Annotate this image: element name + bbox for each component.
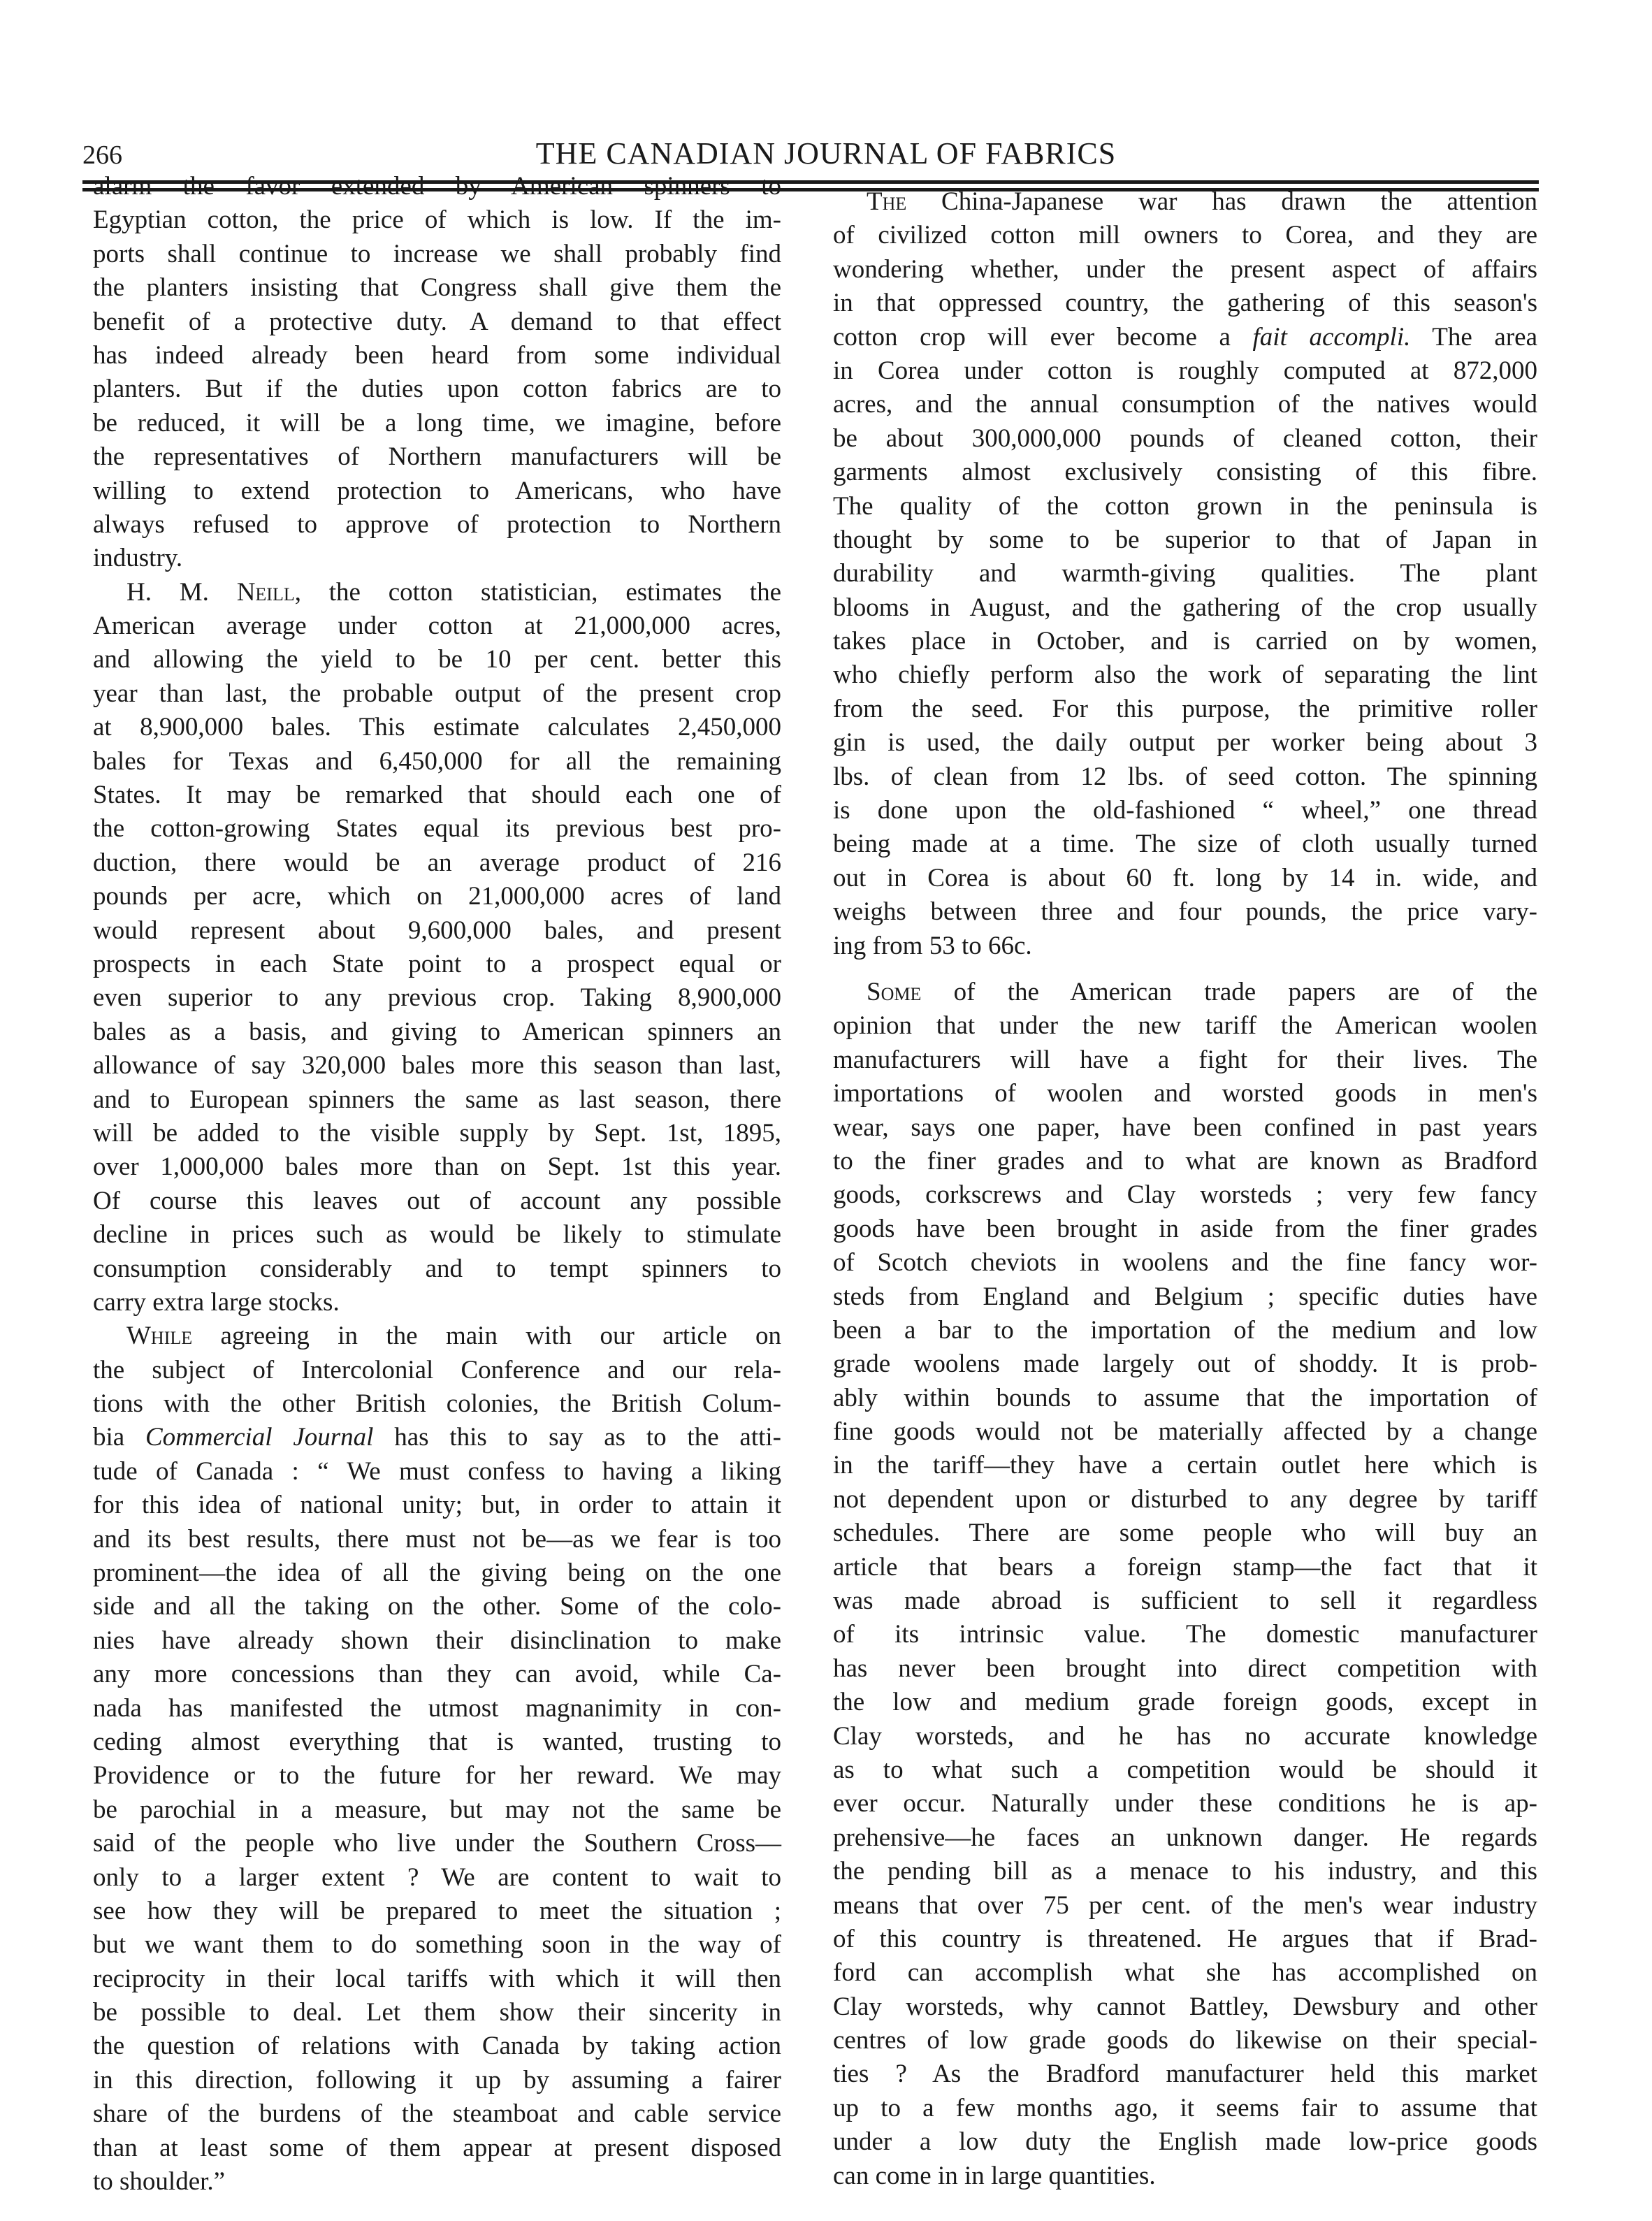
text-line — [833, 557, 1537, 591]
text-line — [93, 1354, 781, 1387]
line-text: wear, says one paper, have been confined in past years — [833, 1113, 1537, 1142]
line-text: and to European spinners the same as last season, there — [93, 1085, 781, 1114]
text-line — [833, 2125, 1537, 2159]
line-text: than at least some of them appear at present disposed — [93, 2133, 781, 2162]
line-text: being made at a time. The size of cloth usually turned — [833, 830, 1537, 859]
line-text: cotton crop will ever become a — [833, 322, 1253, 352]
line-text: Providence or to the future for her reward. We may — [93, 1761, 781, 1790]
line-text: at 8,900,000 bales. This estimate calculates 2,450,000 — [93, 713, 781, 742]
line-text: share of the burdens of the steamboat and cable service — [93, 2099, 781, 2129]
text-line — [833, 591, 1537, 625]
text-line — [833, 862, 1537, 895]
text-line — [93, 2030, 781, 2063]
line-text: Of course this leaves out of account any possible — [93, 1186, 781, 1215]
text-line — [833, 1145, 1537, 1178]
text-line — [93, 238, 781, 271]
text-line — [833, 2092, 1537, 2125]
line-text: wondering whether, under the present aspect of affairs — [833, 254, 1537, 284]
line-text: in Corea under cotton is roughly computed at 872,000 — [833, 356, 1537, 385]
line-text: carry extra large stocks. — [93, 1287, 340, 1317]
line-text: will be added to the visible supply by Sept. 1st, 1895, — [93, 1118, 781, 1148]
text-line — [833, 287, 1537, 320]
line-text: even superior to any previous crop. Taking 8,900,000 — [93, 983, 781, 1013]
text-line — [93, 711, 781, 744]
line-text: Egyptian cotton, the price of which is low. If the im- — [93, 205, 781, 235]
line-text: ports shall continue to increase we shall probably find — [93, 239, 781, 268]
line-text: tions with the other British colonies, the British Colum- — [93, 1389, 781, 1419]
line-text: article that bears a foreign stamp—the fact that it — [833, 1552, 1537, 1582]
line-text: ties ? As the Bradford manufacturer held this market — [833, 2060, 1537, 2089]
text-line — [93, 305, 781, 339]
text-line — [93, 948, 781, 981]
line-text: is done upon the old-fashioned “ wheel,” one thread — [833, 796, 1537, 825]
text-line — [833, 253, 1537, 287]
text-line — [93, 745, 781, 779]
italic-text: Commercial Journal — [145, 1423, 374, 1452]
text-line — [93, 677, 781, 711]
text-line — [93, 880, 781, 913]
text-line — [833, 1551, 1537, 1584]
text-line — [93, 812, 781, 846]
text-line — [93, 2064, 781, 2097]
text-line — [833, 388, 1537, 421]
text-line — [833, 1584, 1537, 1618]
line-text: been a bar to the importation of the medium and low — [833, 1315, 1537, 1345]
line-text: the planters insisting that Congress shall give them the — [93, 273, 781, 303]
text-line — [93, 407, 781, 440]
line-text: from the seed. For this purpose, the primitive roller — [833, 694, 1537, 723]
paragraph-lead-in: H. M. Neill, — [126, 577, 301, 607]
line-text: ing from 53 to 66c. — [833, 931, 1032, 960]
text-line — [93, 1556, 781, 1590]
text-line — [833, 827, 1537, 861]
text-line — [93, 576, 781, 609]
line-text: garments almost exclusively consisting of this fibre. — [833, 458, 1537, 487]
line-text: be parochial in a measure, but may not the same be — [93, 1795, 781, 1824]
text-line — [93, 271, 781, 305]
line-text: as to what such a competition would be should it — [833, 1755, 1537, 1784]
line-text: steds from England and Belgium ; specific duties have — [833, 1282, 1537, 1311]
text-line — [833, 1618, 1537, 1651]
line-text: of its intrinsic value. The domestic manufacturer — [833, 1620, 1537, 1649]
line-text: Clay worsteds, and he has no accurate knowledge — [833, 1721, 1537, 1751]
text-line — [833, 2159, 1537, 2193]
text-line — [93, 203, 781, 237]
text-line — [833, 693, 1537, 726]
line-text: be about 300,000,000 pounds of cleaned cotton, their — [833, 424, 1537, 453]
text-line — [93, 2165, 781, 2199]
line-text: blooms in August, and the gathering of the crop usually — [833, 593, 1537, 622]
text-line — [93, 372, 781, 406]
line-text: American average under cotton at 21,000,000 acres, — [93, 612, 781, 641]
line-text: bales for Texas and 6,450,000 for all the remaining — [93, 746, 781, 776]
running-header-title: THE CANADIAN JOURNAL OF FABRICS — [535, 136, 1117, 171]
line-text: ceding almost everything that is wanted, trusting to — [93, 1727, 781, 1756]
line-text: to the finer grades and to what are known as Bradford — [833, 1146, 1537, 1175]
paragraph-lead-in: Some — [867, 977, 922, 1006]
text-line — [833, 895, 1537, 929]
line-text: would represent about 9,600,000 bales, and present — [93, 916, 781, 945]
text-line — [833, 1347, 1537, 1381]
line-text: side and all the taking on the other. Some of the colo- — [93, 1592, 781, 1621]
line-text: benefit of a protective duty. A demand to that effect — [93, 307, 781, 336]
text-line — [833, 760, 1537, 794]
text-line — [93, 1523, 781, 1556]
text-line — [833, 1213, 1537, 1246]
text-line — [833, 976, 1537, 1009]
line-text: goods, corkscrews and Clay worsteds ; very few fancy — [833, 1180, 1537, 1210]
text-line — [833, 929, 1537, 963]
text-line — [833, 185, 1537, 219]
text-line — [93, 1658, 781, 1691]
line-text: China-Japanese war has drawn the attention — [906, 187, 1537, 216]
left-column — [93, 170, 781, 2199]
text-line — [833, 1382, 1537, 1415]
text-line — [93, 1218, 781, 1252]
text-line — [93, 1962, 781, 1996]
line-text: ably within bounds to assume that the importation of — [833, 1383, 1537, 1412]
text-line — [93, 1049, 781, 1083]
italic-text: fait accompli. — [1252, 322, 1411, 352]
line-text: the pending bill as a menace to his industry, and this — [833, 1857, 1537, 1886]
text-line — [93, 440, 781, 474]
text-line — [93, 1319, 781, 1353]
line-text: the cotton statistician, estimates the — [300, 577, 781, 607]
line-text: be reduced, it will be a long time, we imagine, before — [93, 408, 781, 437]
text-line — [833, 1077, 1537, 1110]
line-text: the low and medium grade foreign goods, except in — [833, 1688, 1537, 1717]
page-number: 266 — [82, 140, 122, 170]
line-text: bia — [93, 1423, 145, 1452]
text-line — [93, 1286, 781, 1319]
line-text: willing to extend protection to Americans, who have — [93, 476, 781, 505]
text-line — [833, 1686, 1537, 1719]
line-text: of the American trade papers are of the — [921, 977, 1537, 1006]
text-line — [833, 1720, 1537, 1753]
line-text: centres of low grade goods do likewise on their special- — [833, 2026, 1537, 2055]
line-text: thought by some to be superior to that of Japan in — [833, 525, 1537, 554]
text-line — [833, 1314, 1537, 1347]
text-line — [93, 1117, 781, 1150]
line-text: but we want them to do something soon in the way of — [93, 1930, 781, 1960]
text-line — [93, 1150, 781, 1184]
text-line — [833, 219, 1537, 252]
text-line — [833, 625, 1537, 658]
line-text: means that over 75 per cent. of the men's wear industry — [833, 1890, 1537, 1920]
line-text: can come in in large quantities. — [833, 2161, 1156, 2190]
line-text: up to a few months ago, it seems fair to assume that — [833, 2093, 1537, 2122]
text-line — [93, 1996, 781, 2030]
text-line — [93, 1692, 781, 1726]
line-text: any more concessions than they can avoid, while Ca- — [93, 1660, 781, 1689]
text-line — [833, 794, 1537, 827]
line-text: year than last, the probable output of the present crop — [93, 679, 781, 708]
line-text: and its best results, there must not be—as we fear is too — [93, 1524, 781, 1554]
text-line — [833, 1889, 1537, 1923]
text-line — [833, 1246, 1537, 1280]
line-text: durability and warmth-giving qualities. The plant — [833, 559, 1537, 588]
line-text: prospects in each State point to a prospect equal or — [93, 949, 781, 978]
text-line — [833, 1923, 1537, 1956]
line-text: lbs. of clean from 12 lbs. of seed cotton. The spinning — [833, 762, 1537, 791]
line-text: acres, and the annual consumption of the natives would — [833, 390, 1537, 419]
text-line — [833, 1415, 1537, 1449]
line-text: The quality of the cotton grown in the peninsula is — [833, 491, 1537, 521]
line-text: in this direction, following it up by assuming a fairer — [93, 2065, 781, 2095]
text-line — [93, 1252, 781, 1286]
line-text: fine goods would not be materially affected by a change — [833, 1417, 1537, 1447]
text-line — [833, 658, 1537, 692]
text-line — [833, 523, 1537, 557]
line-text: see how they will be prepared to meet the situation ; — [93, 1896, 781, 1925]
text-line — [93, 1185, 781, 1218]
text-line — [833, 1043, 1537, 1077]
line-text: manufacturers will have a fight for their lives. The — [833, 1045, 1537, 1074]
line-text: in the tariff—they have a certain outlet here which is — [833, 1451, 1537, 1480]
line-text: pounds per acre, which on 21,000,000 acres of land — [93, 882, 781, 911]
text-line — [93, 1455, 781, 1489]
line-text: nada has manifested the utmost magnanimity in con- — [93, 1693, 781, 1723]
text-line — [93, 170, 781, 203]
text-line — [93, 339, 781, 372]
text-line — [833, 1652, 1537, 1686]
line-text: for this idea of national unity; but, in order to attain it — [93, 1491, 781, 1520]
text-line — [93, 475, 781, 508]
right-column — [833, 185, 1537, 2193]
line-text: decline in prices such as would be likely to stimulate — [93, 1220, 781, 1250]
text-line — [93, 1827, 781, 1860]
text-line — [93, 1489, 781, 1522]
text-line — [93, 609, 781, 643]
text-line — [93, 1895, 781, 1928]
text-line — [93, 846, 781, 880]
line-text: under a low duty the English made low-price goods — [833, 2127, 1537, 2157]
line-text: importations of woolen and worsted goods in men's — [833, 1079, 1537, 1108]
text-line — [93, 779, 781, 812]
text-line — [93, 1083, 781, 1117]
line-text: of civilized cotton mill owners to Corea, and they are — [833, 221, 1537, 250]
text-line — [93, 981, 781, 1015]
line-text: ever occur. Naturally under these conditions he is ap- — [833, 1789, 1537, 1818]
line-text: in that oppressed country, the gathering of this season's — [833, 289, 1537, 318]
line-text: goods have been brought in aside from the finer grades — [833, 1214, 1537, 1243]
line-text: weighs between three and four pounds, the price vary- — [833, 897, 1537, 927]
line-text: only to a larger extent ? We are content to wait to — [93, 1862, 781, 1892]
line-text: gin is used, the daily output per worker being about 3 — [833, 728, 1537, 758]
text-line — [93, 1387, 781, 1421]
line-text: has this to say as to the atti- — [373, 1423, 781, 1452]
text-line — [833, 1009, 1537, 1043]
text-line — [833, 490, 1537, 523]
text-line — [93, 643, 781, 677]
text-line — [833, 1821, 1537, 1855]
text-line — [833, 1483, 1537, 1517]
text-line — [833, 456, 1537, 489]
text-line — [833, 422, 1537, 456]
line-text: agreeing in the main with our article on — [192, 1322, 781, 1351]
line-text: reciprocity in their local tariffs with which it will then — [93, 1964, 781, 1993]
line-text: always refused to approve of protection to Northern — [93, 509, 781, 539]
text-line — [833, 321, 1537, 354]
text-line — [833, 1517, 1537, 1550]
line-text: The area — [1410, 322, 1538, 352]
line-text: the representatives of Northern manufacturers will be — [93, 442, 781, 472]
line-text: be possible to deal. Let them show their sincerity in — [93, 1998, 781, 2027]
text-line — [833, 1280, 1537, 1314]
line-text: the question of relations with Canada by taking action — [93, 2032, 781, 2061]
line-text: was made abroad is sufficient to sell it regardless — [833, 1586, 1537, 1616]
line-text: the subject of Intercolonial Conference and our rela- — [93, 1355, 781, 1384]
text-line — [93, 2097, 781, 2131]
text-line — [93, 1421, 781, 1454]
line-text: schedules. There are some people who will buy an — [833, 1519, 1537, 1548]
text-line — [93, 1928, 781, 1962]
line-text: said of the people who live under the Southern Cross— — [93, 1829, 781, 1858]
text-line — [93, 1624, 781, 1658]
line-text: not dependent upon or disturbed to any degree by tariff — [833, 1484, 1537, 1514]
line-text: out in Corea is about 60 ft. long by 14 in. wide, and — [833, 863, 1537, 892]
paragraph-lead-in: The — [867, 187, 907, 216]
text-line — [833, 354, 1537, 388]
text-line — [833, 1449, 1537, 1482]
line-text: States. It may be remarked that should each one of — [93, 781, 781, 810]
line-text: who chiefly perform also the work of separating the lint — [833, 660, 1537, 690]
text-line — [833, 1855, 1537, 1888]
line-text: ford can accomplish what she has accomplished on — [833, 1958, 1537, 1988]
line-text: consumption considerably and to tempt spinners to — [93, 1254, 781, 1283]
line-text: to shoulder.” — [93, 2167, 226, 2197]
text-line — [93, 508, 781, 542]
text-line — [833, 1178, 1537, 1212]
line-text: alarm the favor extended by American spinners to — [93, 172, 781, 201]
text-line — [833, 1956, 1537, 1990]
line-text: has never been brought into direct competition with — [833, 1654, 1537, 1683]
line-text: allowance of say 320,000 bales more this season than last, — [93, 1051, 781, 1080]
text-line — [833, 2024, 1537, 2057]
line-text: planters. But if the duties upon cotton fabrics are to — [93, 375, 781, 404]
line-text: prehensive—he faces an unknown danger. He regards — [833, 1823, 1537, 1852]
line-text: duction, there would be an average product of 216 — [93, 848, 781, 877]
line-text: Clay worsteds, why cannot Battley, Dewsbury and other — [833, 1992, 1537, 2021]
line-text: and allowing the yield to be 10 per cent. better this — [93, 645, 781, 674]
text-line — [93, 1793, 781, 1827]
line-text: grade woolens made largely out of shoddy. It is prob- — [833, 1350, 1537, 1379]
line-text: of Scotch cheviots in woolens and the fine fancy wor- — [833, 1248, 1537, 1278]
line-text: bales as a basis, and giving to American spinners an — [93, 1017, 781, 1046]
text-line — [93, 914, 781, 948]
text-line — [93, 542, 781, 575]
line-text: over 1,000,000 bales more than on Sept. 1st this year. — [93, 1152, 781, 1182]
line-text: the cotton-growing States equal its previous best pro- — [93, 814, 781, 844]
line-text: tude of Canada : “ We must confess to having a liking — [93, 1456, 781, 1486]
paragraph-lead-in: While — [126, 1322, 193, 1351]
text-line — [93, 1015, 781, 1049]
text-line — [833, 1753, 1537, 1787]
text-line — [93, 1726, 781, 1759]
line-text: industry. — [93, 544, 183, 573]
text-line — [93, 1759, 781, 1793]
line-text: has indeed already been heard from some individual — [93, 340, 781, 370]
line-text: opinion that under the new tariff the American woolen — [833, 1011, 1537, 1041]
line-text: nies have already shown their disinclination to make — [93, 1626, 781, 1655]
text-line — [93, 2132, 781, 2165]
text-line — [833, 2057, 1537, 2091]
text-line — [833, 1787, 1537, 1821]
text-line — [833, 1111, 1537, 1145]
line-text: prominent—the idea of all the giving being on the one — [93, 1558, 781, 1588]
line-text: of this country is threatened. He argues that if Brad- — [833, 1924, 1537, 1953]
text-line — [833, 726, 1537, 760]
text-line — [93, 1590, 781, 1623]
text-line — [93, 1861, 781, 1895]
text-line — [833, 1990, 1537, 2024]
line-text: takes place in October, and is carried on by women, — [833, 627, 1537, 656]
